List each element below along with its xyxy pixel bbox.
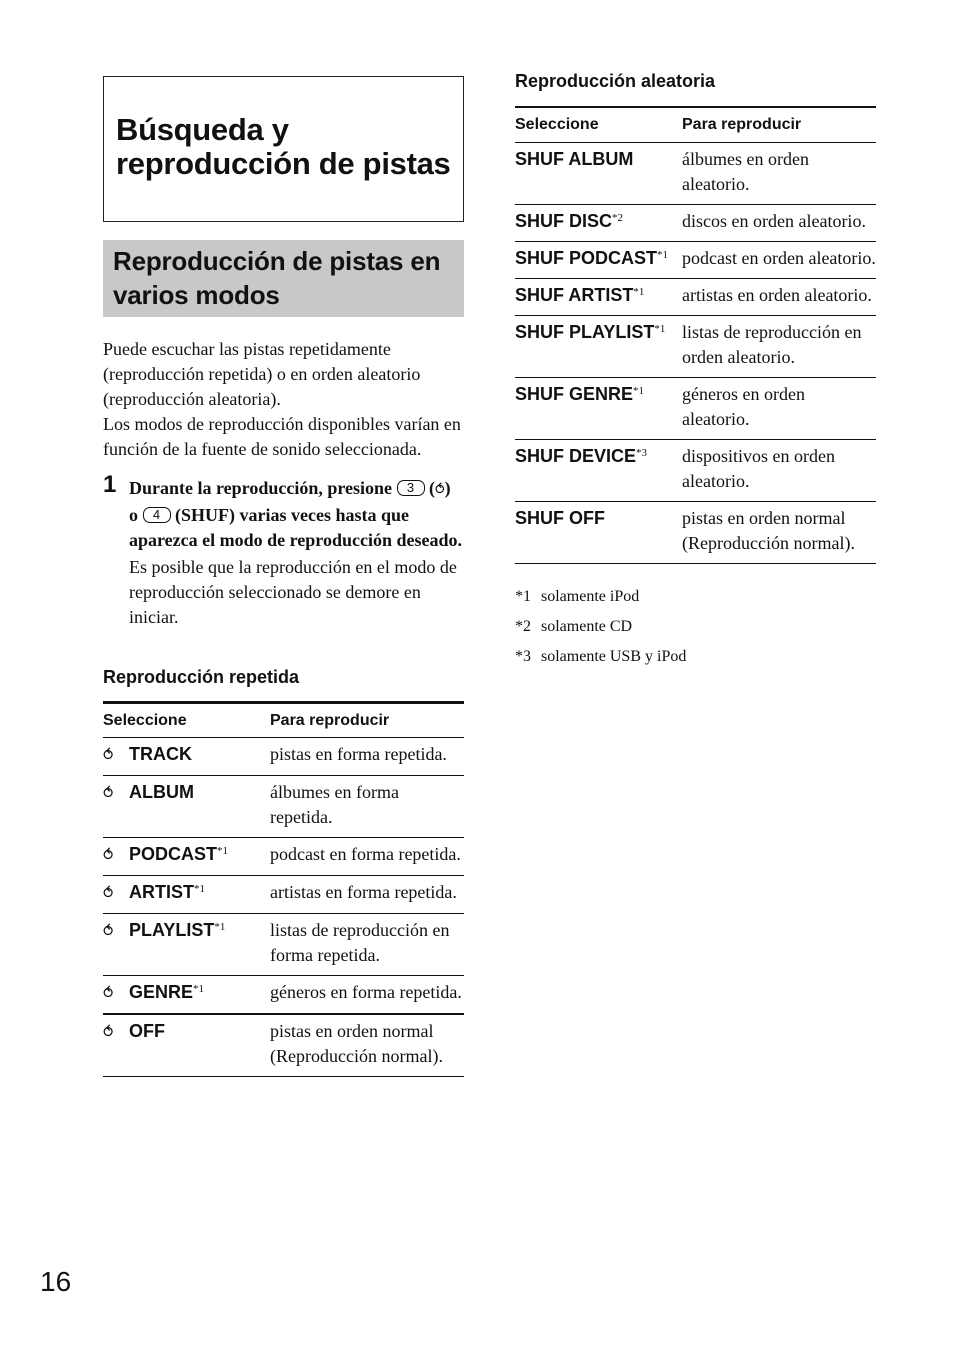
footnote-item [515, 642, 876, 672]
repeat-mode-description: podcast en forma repetida. [270, 838, 464, 876]
repeat-mode-cell [103, 776, 270, 838]
shuffle-mode-cell [515, 439, 682, 501]
repeat-icon: ⥀ [103, 1023, 114, 1041]
shuffle-mode-description: listas de reproducción en orden aleatorio. [682, 315, 876, 377]
repeat-mode-label: TRACK [129, 744, 192, 764]
shuffle-table-heading: Reproducción aleatoria [515, 71, 716, 91]
repeat-mode-label: ALBUM [129, 782, 194, 802]
shuffle-col-play: Para reproducir [682, 107, 876, 142]
table-row [515, 501, 876, 563]
shuffle-mode-description: géneros en orden aleatorio. [682, 377, 876, 439]
repeat-mode-cell [103, 914, 270, 976]
footnote-mark: *3 [515, 647, 531, 665]
shuffle-mode-label: SHUF PLAYLIST [515, 321, 655, 342]
repeat-col-play: Para reproducir [270, 703, 464, 738]
repeat-mode-description: pistas en orden normal (Reproducción normal). [270, 1014, 464, 1077]
shuffle-col-select: Seleccione [515, 107, 682, 142]
footnote-ref: *1 [657, 248, 669, 261]
title-box [103, 76, 464, 222]
step-text-a: Durante la reproducción, presione [129, 478, 393, 498]
shuffle-mode-cell [515, 315, 682, 377]
repeat-mode-label: GENRE [129, 982, 194, 1002]
footnote-ref: *1 [194, 883, 205, 895]
footnote-ref: *1 [633, 384, 645, 397]
table-row [515, 241, 876, 278]
repeat-mode-label: PODCAST [129, 844, 218, 864]
intro-paragraph-2: Los modos de reproducción disponibles varían en función de la fuente de sonido seleccionada. [103, 414, 461, 459]
footnote-ref: *1 [214, 921, 226, 933]
section-title: Reproducción de pistas en varios modos [113, 246, 441, 310]
shuffle-mode-label: SHUF DEVICE [515, 445, 637, 466]
step-note: Es posible que la reproducción en el modo de reproducción seleccionado se demore en iniciar. [129, 557, 457, 627]
shuffle-mode-label: SHUF OFF [515, 507, 605, 528]
table-row [515, 204, 876, 241]
repeat-table-heading: Reproducción repetida [103, 667, 300, 687]
footnote-ref: *3 [636, 446, 648, 459]
table-row [103, 914, 464, 976]
shuffle-mode-cell [515, 204, 682, 241]
repeat-mode-description: álbumes en forma repetida. [270, 776, 464, 838]
table-row [103, 776, 464, 838]
step-1 [103, 471, 464, 630]
repeat-icon: ⥀ [103, 922, 114, 940]
key-3-icon: 3 [397, 480, 425, 496]
repeat-icon: ⥀ [103, 784, 114, 802]
shuffle-mode-description: discos en orden aleatorio. [682, 204, 876, 241]
shuffle-mode-cell [515, 377, 682, 439]
repeat-mode-cell [103, 738, 270, 776]
table-row [103, 1014, 464, 1077]
footnote-item [515, 582, 876, 612]
repeat-section [103, 666, 464, 1077]
repeat-mode-label: OFF [129, 1021, 165, 1041]
table-row [515, 315, 876, 377]
right-column [515, 70, 876, 672]
shuffle-mode-description: dispositivos en orden aleatorio. [682, 439, 876, 501]
table-row [103, 976, 464, 1015]
repeat-icon: ⥀ [103, 746, 114, 764]
shuffle-mode-label: SHUF ALBUM [515, 148, 634, 169]
shuffle-mode-description: pistas en orden normal (Reproducción normal). [682, 501, 876, 563]
page-number: 16 [40, 1266, 72, 1297]
step-instruction: Durante la reproducción, presione 3 (⥀) o 4 (SHUF) varias veces hasta que aparezca el modo de reproducción deseado. [129, 478, 462, 550]
repeat-icon: ⥀ [435, 482, 445, 498]
footnote-ref: *1 [654, 322, 666, 335]
repeat-icon: ⥀ [103, 984, 114, 1002]
footnote-text: solamente USB y iPod [541, 647, 687, 665]
footnotes [515, 582, 876, 672]
table-row [103, 838, 464, 876]
shuffle-mode-description: podcast en orden aleatorio. [682, 241, 876, 278]
repeat-col-select: Seleccione [103, 703, 270, 738]
table-row [515, 377, 876, 439]
repeat-mode-cell [103, 976, 270, 1015]
footnote-mark: *1 [515, 587, 531, 605]
repeat-table [103, 701, 464, 1077]
footnote-ref: *1 [193, 983, 205, 995]
intro-paragraph-1: Puede escuchar las pistas repetidamente (reproducción repetida) o en orden aleatorio (reproducción aleatoria). [103, 339, 421, 409]
repeat-mode-cell [103, 838, 270, 876]
shuffle-mode-cell [515, 241, 682, 278]
table-row [103, 738, 464, 776]
intro-text [103, 337, 464, 462]
table-row [515, 278, 876, 315]
table-row [515, 142, 876, 204]
step-text-or: ) o [129, 478, 451, 525]
step-number: 1 [103, 471, 117, 498]
footnote-text: solamente CD [541, 617, 633, 635]
repeat-mode-description: artistas en forma repetida. [270, 876, 464, 914]
footnote-ref: *2 [612, 211, 624, 224]
shuffle-mode-cell [515, 501, 682, 563]
shuffle-mode-label: SHUF ARTIST [515, 284, 634, 305]
repeat-mode-label: ARTIST [129, 882, 194, 902]
footnote-item [515, 612, 876, 642]
shuffle-mode-description: artistas en orden aleatorio. [682, 278, 876, 315]
shuffle-mode-label: SHUF DISC [515, 210, 613, 231]
section-band [103, 240, 464, 317]
shuffle-table [515, 106, 876, 564]
footnote-ref: *1 [217, 845, 229, 857]
repeat-mode-description: géneros en forma repetida. [270, 976, 464, 1015]
shuffle-mode-cell [515, 142, 682, 204]
repeat-icon: ⥀ [103, 884, 114, 902]
repeat-mode-description: pistas en forma repetida. [270, 744, 447, 764]
footnote-mark: *2 [515, 617, 531, 635]
shuffle-mode-label: SHUF PODCAST [515, 247, 658, 268]
repeat-mode-description: listas de reproducción en forma repetida. [270, 914, 464, 976]
repeat-table-body [103, 738, 464, 1077]
left-column [103, 76, 464, 1077]
repeat-icon: ⥀ [103, 846, 114, 864]
repeat-mode-cell [103, 1014, 270, 1077]
footnote-text: solamente iPod [541, 587, 640, 605]
table-row [515, 439, 876, 501]
step-text-b: (SHUF) varias veces hasta que aparezca el modo de reproducción deseado. [129, 505, 462, 550]
shuffle-table-body [515, 142, 876, 563]
table-row [103, 876, 464, 914]
repeat-mode-label: PLAYLIST [129, 920, 215, 940]
shuffle-mode-description: álbumes en orden aleatorio. [682, 148, 809, 194]
shuffle-mode-label: SHUF GENRE [515, 383, 634, 404]
page-title: Búsqueda y reproducción de pistas [116, 112, 451, 181]
footnote-ref: *1 [633, 285, 645, 298]
shuffle-mode-cell [515, 278, 682, 315]
key-4-icon: 4 [143, 507, 171, 523]
repeat-mode-cell [103, 876, 270, 914]
